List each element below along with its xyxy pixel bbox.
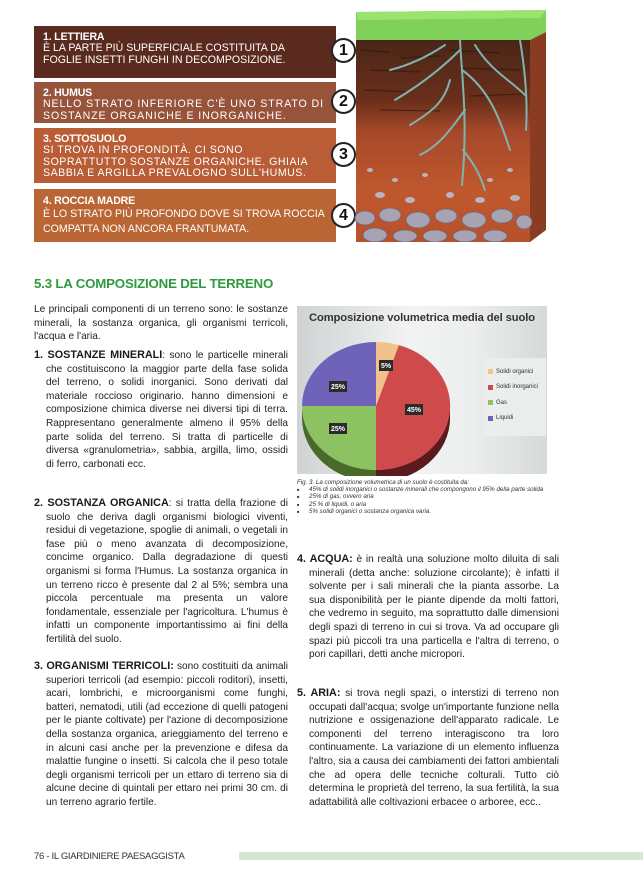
caption-list: [297, 486, 557, 515]
legend-label: Solidi inorganici: [496, 384, 539, 391]
pie-chart: [297, 306, 547, 474]
layer-title: 1. LETTIERA: [43, 31, 105, 43]
layer-number-badge: 2: [331, 89, 356, 114]
layer-box-humus: [34, 82, 336, 123]
layer-title: 4. ROCCIA MADRE: [43, 195, 135, 207]
footer-decorative-bar: [239, 852, 643, 860]
legend-item: [488, 395, 542, 411]
caption-bullet: ■ 25% di gas, ovvero aria: [297, 493, 557, 500]
item-text: si trova negli spazi, o interstizi di terreno non occupati dall'acqua; svolge un'importante funzione nella nutrizione e ossigenazione dell'apparato radicale. Le componenti del terreno interagiscono tra loro continuamente. La variazione di un elemento influenza l'altro, sia a causa dei cambiamenti dei fattori ambientali che ad opera delle tecniche colturali. Tutto ciò determina le proprietà del terreno, la sua fertilità, la sua adattabilità alle coltivazioni erbacee o arboree, ecc..: [309, 688, 559, 808]
legend-label: Gas: [496, 399, 508, 406]
list-item-organismi-terricoli: [34, 660, 288, 810]
layer-number-badge: 4: [331, 203, 356, 228]
figure-caption: [297, 479, 557, 515]
layer-title: 2. HUMUS: [43, 87, 93, 99]
caption-bullet: ■ 25 % di liquidi, o aria: [297, 501, 557, 508]
page-footer-label: 76 - IL GIARDINIERE PAESAGGISTA: [34, 851, 185, 862]
pie-label-solidi-inorganici: 45%: [407, 407, 422, 414]
layer-title: 3. SOTTOSUOLO: [43, 133, 127, 145]
legend-swatch: [488, 385, 493, 390]
item-text: è in realtà una soluzione molto diluita di sali minerali (detta anche: soluzione circolante); è infatti il solvente per i sali minerali che la pianta assorbe. La sua disponibilità per le piante dipende da molti fattori, che vedremo in seguito, ma soprattutto dalle dimensioni degli spazi di terreno in cui si trova. Va ad occupare gli spazi più piccoli tra una particella e l'altra di terreno, o pori capillari, detti anche micropori.: [309, 554, 559, 661]
layer-number-badge: 1: [331, 38, 356, 63]
layer-description: È LO STRATO PIÙ PROFONDO DOVE SI TROVA ROCCIA COMPATTA NON ANCORA FRANTUMATA.: [43, 208, 325, 236]
caption-bullet: ■ 5% solidi organici o sostanza organica varia.: [297, 508, 557, 515]
caption-bullet: ■ 45% di solidi inorganici o sostanze minerali che compongono il 95% della parte solida: [297, 486, 557, 493]
layer-description: È LA PARTE PIÙ SUPERFICIALE COSTITUITA DA FOGLIE INSETTI FUNGHI IN DECOMPOSIZIONE.: [43, 42, 286, 66]
layer-box-sottosuolo: [34, 128, 336, 183]
layer-number-badge: 3: [331, 142, 356, 167]
item-label: 1. SOSTANZE MINERALI: [34, 349, 163, 361]
pie-slice-liquidi: [302, 342, 376, 406]
item-label: 4. ACQUA:: [297, 553, 353, 565]
list-item-aria: [297, 687, 559, 809]
item-label: 5. ARIA:: [297, 687, 341, 699]
section-title: 5.3 LA COMPOSIZIONE DEL TERRENO: [34, 276, 274, 291]
pie-chart-plot: [297, 326, 487, 476]
legend-swatch: [488, 369, 493, 374]
caption-title: Fig. 3. La composizione volumetrica di un suolo è costituita da:: [297, 479, 469, 486]
legend-swatch: [488, 400, 493, 405]
pie-label-gas: 25%: [331, 426, 346, 433]
legend-swatch: [488, 416, 493, 421]
layer-description: SI TROVA IN PROFONDITÀ. CI SONO SOPRATTUTTO SOSTANZE ORGANICHE. GHIAIA SABBIA E ARGILLA PREVALOGNO SULL'HUMUS.: [43, 144, 308, 180]
legend-item: [488, 364, 542, 380]
layer-box-lettiera: [34, 26, 336, 78]
intro-paragraph: [34, 303, 288, 344]
item-sep: :: [168, 498, 172, 509]
pie-slice-gas: [302, 406, 376, 470]
legend-label: Liquidi: [496, 415, 514, 422]
legend-item: [488, 380, 542, 396]
item-text: sono costituiti da animali superiori terricoli (ad esempio: piccoli roditori), insetti, acari, lombrichi, e microorganismi come funghi, batteri, nematodi, utili (ad eccezione di quelli patogeni per le piante coltivate) per l'azione di decomposizione della sostanza organica, arieggiamento del terreno e in alcuni casi anche per la prevenzione e difesa da malattie fungine o insetti. Si calcola che il peso totale degli organismi terricoli per un ettaro di terreno sia di alcune decine di quintali per ettaro nei primi 30 cm. di un terreno agrario fertile.: [46, 661, 288, 808]
legend-label: Solidi organici: [496, 368, 534, 375]
pie-label-liquidi: 25%: [331, 384, 346, 391]
list-item-acqua: [297, 553, 559, 662]
layer-description: NELLO STRATO INFERIORE C'È UNO STRATO DI SOSTANZE ORGANICHE E INORGANICHE.: [43, 98, 324, 122]
item-sep: :: [162, 350, 166, 361]
legend-item: [488, 411, 542, 427]
list-item-sostanze-minerali: [34, 349, 288, 471]
list-item-sostanza-organica: [34, 497, 288, 647]
item-text: si tratta della frazione di suolo che deriva dagli organismi biologici viventi, residui di vegetazione, spoglie di animali, o vegetali in fase più o meno avanzata di decomposizione, concime organico. Dalla degradazione di questi organismi si forma l'Humus. La sostanza organica in un terreno ricco è presente dal 2 al 5%; sembra una piccola percentuale ma presenta un valore fondamentale, essenziale per l'agricoltura. L'humus è infatti un componente importantissimo ai fini della fertilità del suolo.: [46, 498, 289, 645]
soil-profile-illustration: [350, 10, 550, 242]
layer-box-roccia-madre: [34, 189, 336, 242]
chart-title: Composizione volumetrica media del suolo: [309, 312, 536, 324]
pie-label-solidi-organici: 5%: [381, 363, 392, 370]
intro-text: Le principali componenti di un terreno sono: le sostanze minerali, la sostanza organica, gli organismi terricoli, l'acqua e l'aria.: [34, 304, 288, 342]
item-text: sono le particelle minerali che costituiscono la maggior parte della fase solida del terreno, o solidi inorganici. Sono derivati dal materiale roccioso originario. hanno dimensioni e composizione chimica diverse nei diversi tipi di terra. Rappresentano generalmente almeno il 95% della parte solida del terreno. Si tratta di particelle di diversa «granulometria», sabbia, argilla, limo, ossidi di ferro, carbonati ecc.: [46, 350, 288, 470]
item-label: 3. ORGANISMI TERRICOLI:: [34, 660, 174, 672]
chart-legend: [484, 358, 546, 436]
item-label: 2. SOSTANZA ORGANICA: [34, 497, 169, 509]
